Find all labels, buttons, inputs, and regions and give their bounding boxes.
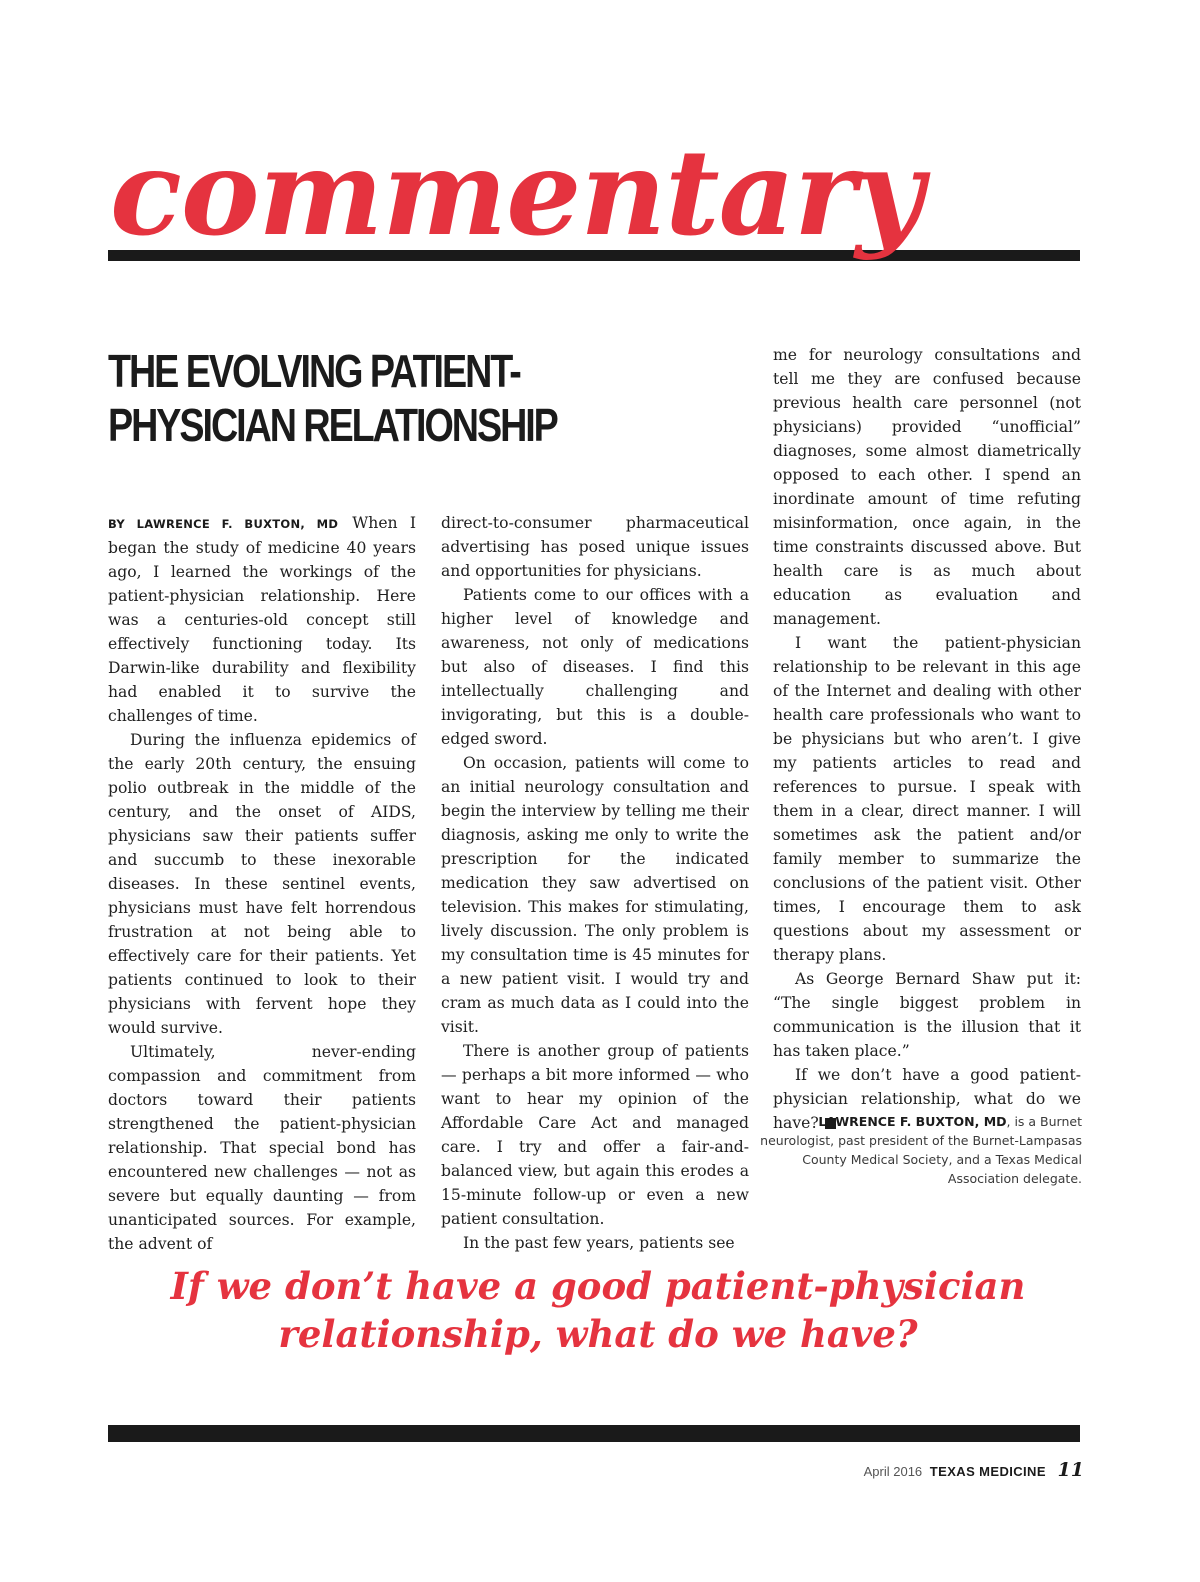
article-paragraph: As George Bernard Shaw put it: “The single biggest problem in communication is the illusion that it has taken place.”	[773, 970, 1081, 1060]
article-paragraph: I want the patient-physician relationship to be relevant in this age of the Internet and dealing with other health care professionals who want to be physicians but who aren’t. I give my patients articles to read and references to pursue. I speak with them in a clear, direct manner. I will sometimes ask the patient and/or family member to summarize the conclusions of the patient visit. Other times, I encourage them to ask questions about my assessment or therapy plans.	[773, 634, 1081, 964]
article-paragraph: There is another group of patients — perhaps a bit more informed — who want to hear my opinion of the Affordable Care Act and managed care. I try and offer a fair-and-balanced view, but again this erodes a 15-minute follow-up or even a new patient consultation.	[441, 1042, 749, 1228]
article-paragraph	[108, 511, 416, 728]
paragraph-text: When I began the study of medicine 40 years ago, I learned the workings of the patient-physician relationship. Here was a centuries-old concept still effectively functioning today. Its Darwin-like durability and flexibility had enabled it to survive the challenges of time.	[108, 514, 416, 725]
article-headline: THE EVOLVING PATIENT-PHYSICIAN RELATIONSHIP	[108, 345, 557, 451]
article-paragraph: In the past few years, patients see	[463, 1234, 735, 1252]
author-bio	[760, 1112, 1082, 1188]
article-column-3	[773, 343, 1081, 1135]
section-title: commentary	[110, 123, 923, 262]
bio-text: , is a Burnet neurologist, past president of the Burnet-Lampasas County Medical Society, and a Texas Medical Association delegate.	[760, 1114, 1082, 1186]
issue-date: April 2016	[863, 1464, 923, 1479]
publication-name: TEXAS MEDICINE	[929, 1464, 1046, 1479]
bottom-rule	[108, 1425, 1080, 1442]
page-footer	[864, 1459, 1084, 1481]
article-paragraph: On occasion, patients will come to an initial neurology consultation and begin the interview by telling me their diagnosis, asking me only to write the prescription for the indicated medication they saw advertised on television. This makes for stimulating, lively discussion. The only problem is my consultation time is 45 minutes for a new patient visit. I would try and cram as much data as I could into the visit.	[441, 754, 749, 1036]
paragraph-text: If we don’t have a good patient-physician relationship, what do we have?	[773, 1066, 1081, 1132]
article-column-2	[441, 511, 749, 1255]
pull-quote: If we don’t have a good patient-physician relationship, what do we have?	[170, 1264, 1026, 1356]
bio-author-name: LAWRENCE F. BUXTON, MD	[818, 1114, 1007, 1129]
page-number: 11	[1057, 1459, 1084, 1481]
article-column-1	[108, 511, 416, 1256]
byline: BY LAWRENCE F. BUXTON, MD	[108, 517, 339, 531]
article-paragraph: Patients come to our offices with a higher level of knowledge and awareness, not only of medications but also of diseases. I find this intellectually challenging and invigorating, but this is a double-edged sword.	[441, 586, 749, 748]
article-paragraph: Ultimately, never-ending compassion and commitment from doctors toward their patients strengthened the patient-physician relationship. That special bond has encountered new challenges — not as severe but equally daunting — from unanticipated sources. For example, the advent of	[108, 1043, 416, 1253]
masthead	[108, 120, 1088, 290]
article-paragraph: direct-to-consumer pharmaceutical advertising has posed unique issues and opportunities for physicians.	[441, 514, 749, 580]
article-paragraph: During the influenza epidemics of the early 20th century, the ensuing polio outbreak in the middle of the century, and the onset of AIDS, physicians saw their patients suffer and succumb to these inexorable diseases. In these sentinel events, physicians must have felt horrendous frustration at not being able to effectively care for their patients. Yet patients continued to look to their physicians with fervent hope they would survive.	[108, 731, 416, 1037]
article-paragraph: me for neurology consultations and tell me they are confused because previous health care personnel (not physicians) provided “unofficial” diagnoses, some almost diametrically opposed to each other. I spend an inordinate amount of time refuting misinformation, once again, in the time constraints discussed above. But health care is as much about education as evaluation and management.	[773, 346, 1081, 628]
